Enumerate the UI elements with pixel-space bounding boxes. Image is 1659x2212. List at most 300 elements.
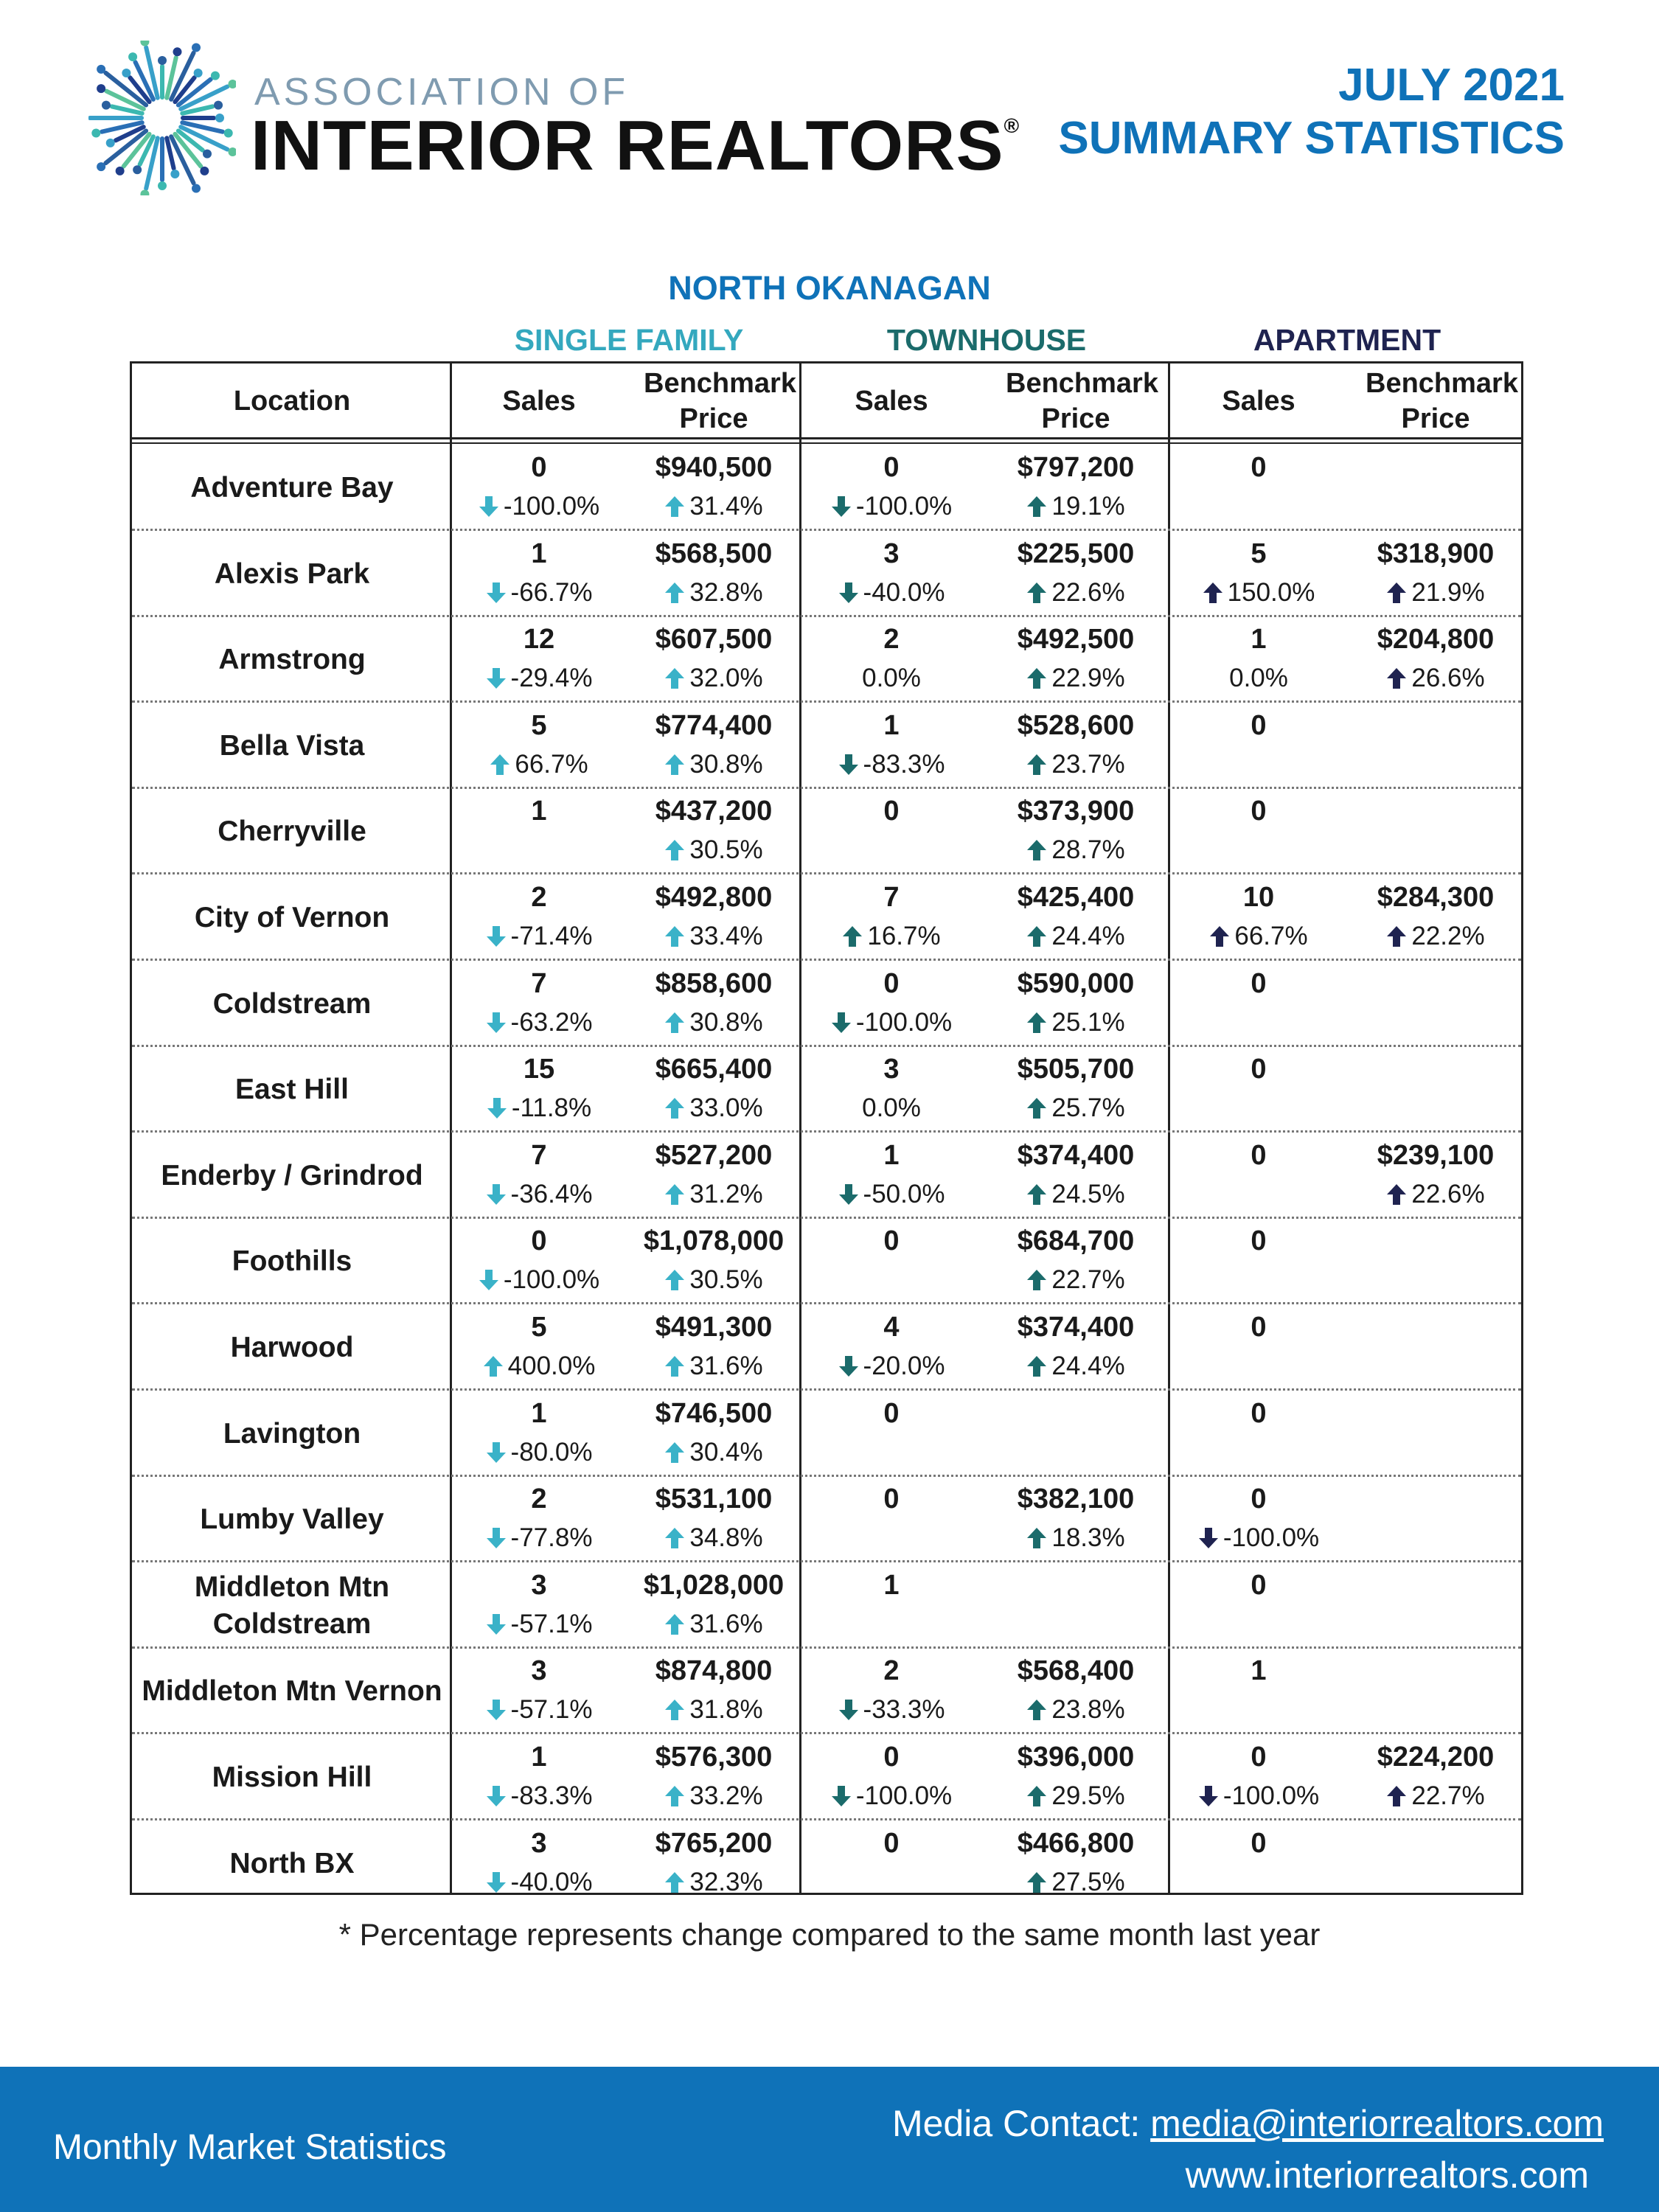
th-benchmark-price-change bbox=[981, 835, 1170, 866]
ap-benchmark-price-change bbox=[1347, 577, 1524, 608]
sf-sales-value: 3 bbox=[531, 1827, 547, 1859]
th-benchmark-price-change bbox=[981, 577, 1170, 608]
arrow-up-icon bbox=[664, 839, 685, 861]
sf-benchmark-price-change bbox=[626, 1437, 801, 1468]
ap-benchmark-price-change bbox=[1347, 1609, 1524, 1640]
logo-dot bbox=[97, 65, 105, 74]
arrow-up-icon bbox=[664, 1785, 685, 1807]
th-benchmark-price-value bbox=[981, 1397, 1170, 1430]
sf-sales-change bbox=[452, 491, 626, 522]
change-percent: 28.7% bbox=[1051, 835, 1125, 865]
arrow-up-icon bbox=[842, 925, 863, 947]
arrow-up-icon bbox=[1203, 582, 1223, 604]
th-sales-change bbox=[801, 921, 981, 952]
change-percent: -11.8% bbox=[511, 1093, 592, 1123]
change-percent: 22.7% bbox=[1051, 1265, 1125, 1295]
sf-sales-change bbox=[452, 1437, 626, 1468]
sf-benchmark-price-value: $568,500 bbox=[655, 538, 773, 569]
ap-sales-change bbox=[1170, 1093, 1347, 1124]
location-name: Coldstream bbox=[212, 987, 372, 1020]
sf-benchmark-price-change bbox=[626, 1007, 801, 1038]
th-benchmark-price-value: $382,100 bbox=[1017, 1484, 1135, 1515]
arrow-up-icon bbox=[664, 667, 685, 689]
ap-sales-change bbox=[1170, 1437, 1347, 1468]
change-percent: 30.8% bbox=[689, 1007, 763, 1037]
change-percent: 32.0% bbox=[689, 664, 763, 693]
arrow-up-icon bbox=[1026, 754, 1047, 776]
sf-sales-value: 7 bbox=[531, 1139, 547, 1171]
change-percent: 24.4% bbox=[1051, 1352, 1125, 1380]
table-row bbox=[132, 1305, 1521, 1391]
sf-sales-value: 0 bbox=[531, 452, 547, 483]
row-separator bbox=[132, 959, 1521, 961]
sf-benchmark-price-value: $858,600 bbox=[655, 967, 773, 999]
arrow-down-icon bbox=[838, 1355, 859, 1377]
th-sales-value: 0 bbox=[883, 1484, 900, 1515]
logo-text-line2: INTERIOR REALTORS® bbox=[251, 106, 1020, 185]
table-row bbox=[132, 1047, 1521, 1133]
footer-tagline: Monthly Market Statistics bbox=[53, 2128, 447, 2167]
ap-sales-change bbox=[1170, 1007, 1347, 1038]
ap-benchmark-price-change bbox=[1347, 1265, 1524, 1295]
change-percent: 22.7% bbox=[1411, 1781, 1485, 1810]
th-sales-change bbox=[801, 1523, 981, 1554]
th-sales-value: 4 bbox=[883, 1312, 900, 1343]
location-name: North BX bbox=[229, 1847, 355, 1879]
ap-benchmark-price-change bbox=[1347, 1351, 1524, 1382]
header-ap-benchmark-label: Benchmark Price bbox=[1366, 368, 1518, 434]
sf-sales-change bbox=[452, 1351, 626, 1382]
change-percent: 33.2% bbox=[689, 1781, 763, 1810]
th-sales-change bbox=[801, 1694, 981, 1725]
media-contact-email-link[interactable]: media@interiorrealtors.com bbox=[1150, 2103, 1604, 2144]
change-percent: -100.0% bbox=[855, 1007, 953, 1037]
change-percent: 0.0% bbox=[862, 1093, 921, 1123]
ap-sales-change bbox=[1170, 577, 1347, 608]
sf-benchmark-price-change bbox=[626, 663, 801, 694]
ap-sales-change bbox=[1170, 835, 1347, 866]
logo-dot bbox=[215, 114, 224, 122]
region-title: NORTH OKANAGAN bbox=[668, 269, 991, 307]
change-percent: 23.8% bbox=[1051, 1695, 1125, 1725]
th-benchmark-price-value: $374,400 bbox=[1017, 1139, 1135, 1171]
th-sales-value: 1 bbox=[883, 709, 900, 741]
th-sales-value: 0 bbox=[883, 1397, 900, 1429]
logo-text-line1: ASSOCIATION OF bbox=[254, 71, 630, 114]
th-sales-value: 2 bbox=[883, 1655, 900, 1687]
th-benchmark-price-change bbox=[981, 921, 1170, 952]
header-th-sales: Sales bbox=[855, 386, 928, 417]
ap-benchmark-price-change bbox=[1347, 1781, 1524, 1812]
report-title bbox=[1058, 59, 1565, 165]
header-sf-benchmark bbox=[626, 364, 801, 439]
arrow-down-icon bbox=[486, 1871, 507, 1893]
row-separator bbox=[132, 615, 1521, 617]
arrow-down-icon bbox=[487, 1097, 507, 1119]
th-sales-value: 0 bbox=[883, 452, 900, 483]
change-percent: 30.5% bbox=[689, 835, 763, 865]
sf-sales-change bbox=[452, 835, 626, 866]
th-benchmark-price-value: $590,000 bbox=[1017, 967, 1135, 999]
logo-dot bbox=[158, 181, 167, 190]
sf-benchmark-price-change bbox=[626, 921, 801, 952]
th-sales-value: 3 bbox=[883, 538, 900, 569]
header-th-benchmark-label: Benchmark Price bbox=[1006, 368, 1158, 434]
table-row bbox=[132, 961, 1521, 1047]
row-separator bbox=[132, 1388, 1521, 1391]
arrow-up-icon bbox=[483, 1355, 504, 1377]
change-percent: -29.4% bbox=[510, 664, 593, 693]
logo-dot bbox=[211, 72, 220, 80]
th-benchmark-price-change bbox=[981, 1694, 1170, 1725]
arrow-down-icon bbox=[831, 495, 852, 518]
sf-sales-value: 3 bbox=[531, 1655, 547, 1687]
change-percent: 22.2% bbox=[1411, 922, 1485, 950]
logo-dot bbox=[97, 84, 105, 93]
ap-benchmark-price-change bbox=[1347, 1093, 1524, 1124]
th-benchmark-price-value: $225,500 bbox=[1017, 538, 1135, 569]
th-sales-value: 3 bbox=[883, 1054, 900, 1085]
arrow-up-icon bbox=[664, 925, 685, 947]
sf-sales-change bbox=[452, 1093, 626, 1124]
change-percent: 25.7% bbox=[1051, 1093, 1125, 1123]
arrow-up-icon bbox=[664, 1613, 685, 1635]
arrow-up-icon bbox=[664, 1441, 685, 1464]
group-heading-apartment: APARTMENT bbox=[1253, 323, 1441, 357]
sf-sales-change bbox=[452, 577, 626, 608]
row-separator bbox=[132, 1818, 1521, 1820]
logo-dot bbox=[214, 101, 223, 110]
th-sales-value: 2 bbox=[883, 624, 900, 655]
th-benchmark-price-value: $425,400 bbox=[1017, 882, 1135, 913]
change-percent: -100.0% bbox=[855, 492, 953, 521]
header-ap-benchmark bbox=[1347, 364, 1524, 439]
sf-benchmark-price-value: $491,300 bbox=[655, 1312, 773, 1343]
sf-benchmark-price-value: $1,028,000 bbox=[643, 1569, 785, 1601]
location-name: City of Vernon bbox=[194, 902, 390, 933]
arrow-up-icon bbox=[664, 1269, 685, 1291]
arrow-up-icon bbox=[1026, 1355, 1047, 1377]
logo-dot bbox=[158, 56, 167, 65]
header-sf-benchmark-label: Benchmark Price bbox=[644, 368, 796, 434]
ap-sales-change bbox=[1170, 1781, 1347, 1812]
sf-sales-change bbox=[452, 1609, 626, 1640]
arrow-down-icon bbox=[486, 582, 507, 604]
th-benchmark-price-change bbox=[981, 1609, 1170, 1640]
sf-sales-value: 0 bbox=[531, 1225, 547, 1257]
sf-sales-change bbox=[452, 1007, 626, 1038]
change-percent: 26.6% bbox=[1411, 664, 1485, 693]
change-percent: 23.7% bbox=[1051, 749, 1125, 779]
location-name: Alexis Park bbox=[214, 557, 370, 590]
table-row bbox=[132, 617, 1521, 703]
th-benchmark-price-value: $568,400 bbox=[1017, 1655, 1135, 1687]
ap-sales-value: 0 bbox=[1251, 1569, 1267, 1601]
location-name: Foothills bbox=[232, 1245, 352, 1278]
th-benchmark-price-value: $374,400 bbox=[1017, 1312, 1135, 1343]
ap-benchmark-price-value: $224,200 bbox=[1377, 1742, 1495, 1773]
header-location: Location bbox=[233, 386, 351, 417]
arrow-down-icon bbox=[838, 1699, 859, 1721]
location-name: Lumby Valley bbox=[200, 1503, 384, 1536]
th-sales-change bbox=[801, 577, 981, 608]
arrow-down-icon bbox=[486, 667, 507, 689]
th-benchmark-price-change bbox=[981, 1093, 1170, 1124]
logo-dot bbox=[97, 162, 105, 171]
ap-sales-change bbox=[1170, 1694, 1347, 1725]
sf-benchmark-price-value: $874,800 bbox=[655, 1655, 773, 1687]
arrow-down-icon bbox=[1198, 1785, 1219, 1807]
sf-benchmark-price-change bbox=[626, 491, 801, 522]
change-percent: -100.0% bbox=[503, 1265, 600, 1295]
ap-sales-change bbox=[1170, 1265, 1347, 1295]
sf-sales-change bbox=[452, 1867, 626, 1898]
ap-benchmark-price-change bbox=[1347, 1867, 1524, 1898]
arrow-up-icon bbox=[1026, 925, 1047, 947]
ap-benchmark-price-change bbox=[1347, 1179, 1524, 1210]
sf-benchmark-price-value: $607,500 bbox=[655, 624, 773, 655]
sf-sales-value: 12 bbox=[523, 624, 555, 655]
ap-sales-change bbox=[1170, 663, 1347, 694]
media-contact bbox=[892, 2102, 1604, 2145]
row-separator bbox=[132, 1217, 1521, 1219]
ap-sales-change bbox=[1170, 1523, 1347, 1554]
th-benchmark-price-change bbox=[981, 1007, 1170, 1038]
sf-benchmark-price-change bbox=[626, 1093, 801, 1124]
ap-benchmark-price-value bbox=[1347, 451, 1524, 484]
logo-dot bbox=[200, 167, 209, 175]
sf-benchmark-price-value: $746,500 bbox=[655, 1397, 773, 1429]
arrow-up-icon bbox=[1386, 667, 1407, 689]
arrow-up-icon bbox=[1026, 1785, 1047, 1807]
media-contact-label: Media Contact: bbox=[891, 2103, 1141, 2144]
change-percent: 0.0% bbox=[1229, 664, 1288, 693]
sf-sales-value: 3 bbox=[531, 1569, 547, 1601]
ap-benchmark-price-change bbox=[1347, 1437, 1524, 1468]
sf-benchmark-price-change bbox=[626, 749, 801, 780]
ap-sales-change bbox=[1170, 491, 1347, 522]
th-benchmark-price-value: $466,800 bbox=[1017, 1827, 1135, 1859]
header-ap-sales: Sales bbox=[1222, 386, 1295, 417]
ap-sales-value: 1 bbox=[1251, 624, 1267, 655]
sf-sales-change bbox=[452, 1265, 626, 1295]
location-name: Mission Hill bbox=[212, 1761, 372, 1793]
website-link[interactable]: www.interiorrealtors.com bbox=[1185, 2154, 1589, 2196]
table-row bbox=[132, 445, 1521, 531]
ap-benchmark-price-value bbox=[1347, 1397, 1524, 1430]
ap-sales-value: 0 bbox=[1251, 1054, 1267, 1085]
change-percent: -57.1% bbox=[510, 1695, 593, 1725]
change-percent: 25.1% bbox=[1051, 1007, 1125, 1037]
table-row bbox=[132, 1821, 1521, 1907]
change-percent: -20.0% bbox=[863, 1352, 945, 1380]
change-percent: 33.4% bbox=[689, 922, 763, 950]
th-benchmark-price-change bbox=[981, 1351, 1170, 1382]
th-sales-change bbox=[801, 1007, 981, 1038]
location-name: Adventure Bay bbox=[190, 472, 394, 504]
ap-sales-value: 0 bbox=[1251, 1312, 1267, 1343]
change-percent: -36.4% bbox=[510, 1179, 593, 1208]
ap-benchmark-price-value bbox=[1347, 1827, 1524, 1860]
starburst-logo-icon bbox=[88, 41, 236, 195]
sf-sales-change bbox=[452, 1694, 626, 1725]
sf-sales-value: 2 bbox=[531, 882, 547, 913]
logo-dot bbox=[173, 47, 181, 56]
arrow-up-icon bbox=[1386, 1785, 1407, 1807]
ap-sales-value: 0 bbox=[1251, 452, 1267, 483]
th-benchmark-price-value: $528,600 bbox=[1017, 709, 1135, 741]
header-th-benchmark bbox=[981, 364, 1170, 439]
sf-benchmark-price-change bbox=[626, 1694, 801, 1725]
th-sales-change bbox=[801, 1265, 981, 1295]
ap-benchmark-price-change bbox=[1347, 491, 1524, 522]
arrow-up-icon bbox=[664, 1012, 685, 1034]
row-separator bbox=[132, 700, 1521, 703]
ap-sales-value: 0 bbox=[1251, 1397, 1267, 1429]
registered-mark: ® bbox=[1004, 114, 1020, 137]
ap-sales-change bbox=[1170, 1179, 1347, 1210]
change-percent: 21.9% bbox=[1411, 577, 1485, 607]
sf-sales-value: 1 bbox=[531, 1742, 547, 1773]
sf-benchmark-price-change bbox=[626, 1351, 801, 1382]
th-sales-change bbox=[801, 1781, 981, 1812]
arrow-down-icon bbox=[838, 1183, 859, 1206]
ap-benchmark-price-value bbox=[1347, 967, 1524, 1000]
ap-benchmark-price-change bbox=[1347, 835, 1524, 866]
th-sales-change bbox=[801, 835, 981, 866]
sf-sales-change bbox=[452, 921, 626, 952]
change-percent: 16.7% bbox=[867, 922, 941, 950]
change-percent: 24.5% bbox=[1051, 1179, 1125, 1208]
ap-sales-change bbox=[1170, 749, 1347, 780]
change-percent: 32.8% bbox=[689, 577, 763, 607]
sf-benchmark-price-value: $531,100 bbox=[655, 1484, 773, 1515]
table-row bbox=[132, 532, 1521, 617]
th-sales-value: 1 bbox=[883, 1569, 900, 1601]
th-benchmark-price-value: $505,700 bbox=[1017, 1054, 1135, 1085]
header-sf-sales: Sales bbox=[502, 386, 576, 417]
footnote: * Percentage represents change compared to the same month last year bbox=[338, 1917, 1321, 1952]
th-benchmark-price-change bbox=[981, 1179, 1170, 1210]
th-sales-change bbox=[801, 663, 981, 694]
ap-benchmark-price-value: $284,300 bbox=[1377, 882, 1495, 913]
row-separator bbox=[132, 1302, 1521, 1304]
change-percent: 31.6% bbox=[689, 1352, 763, 1380]
arrow-up-icon bbox=[1026, 667, 1047, 689]
arrow-up-icon bbox=[1026, 1097, 1047, 1119]
change-percent: 29.5% bbox=[1051, 1781, 1125, 1810]
logo-dot bbox=[140, 41, 149, 46]
statistics-table bbox=[130, 361, 1523, 1895]
ap-sales-value: 0 bbox=[1251, 1484, 1267, 1515]
logo-dot bbox=[102, 101, 111, 110]
ap-sales-value: 0 bbox=[1251, 1225, 1267, 1257]
th-sales-change bbox=[801, 1609, 981, 1640]
sf-benchmark-price-change bbox=[626, 1867, 801, 1898]
group-heading-townhouse: TOWNHOUSE bbox=[886, 323, 1087, 357]
th-benchmark-price-change bbox=[981, 749, 1170, 780]
sf-sales-value: 1 bbox=[531, 538, 547, 569]
change-percent: -33.3% bbox=[863, 1695, 945, 1725]
sf-sales-value: 1 bbox=[531, 1397, 547, 1429]
row-separator bbox=[132, 1045, 1521, 1047]
change-percent: 400.0% bbox=[507, 1352, 596, 1380]
sf-benchmark-price-change bbox=[626, 1523, 801, 1554]
th-sales-value: 7 bbox=[883, 882, 900, 913]
th-sales-change bbox=[801, 749, 981, 780]
th-benchmark-price-change bbox=[981, 1437, 1170, 1468]
change-percent: -40.0% bbox=[510, 1867, 593, 1896]
sf-benchmark-price-value: $492,800 bbox=[655, 882, 773, 913]
sf-sales-value: 7 bbox=[531, 967, 547, 999]
location-name: Middleton Mtn Coldstream bbox=[194, 1571, 390, 1640]
logo-dot bbox=[192, 43, 201, 52]
arrow-down-icon bbox=[486, 1183, 507, 1206]
arrow-down-icon bbox=[838, 582, 859, 604]
th-benchmark-price-change bbox=[981, 1523, 1170, 1554]
sf-benchmark-price-change bbox=[626, 835, 801, 866]
th-benchmark-price-value: $492,500 bbox=[1017, 624, 1135, 655]
arrow-up-icon bbox=[664, 1183, 685, 1206]
arrow-up-icon bbox=[1026, 495, 1047, 518]
sf-benchmark-price-value: $665,400 bbox=[655, 1054, 773, 1085]
ap-sales-change bbox=[1170, 1609, 1347, 1640]
association-logo bbox=[88, 41, 1018, 195]
change-percent: 24.4% bbox=[1051, 922, 1125, 950]
change-percent: 66.7% bbox=[515, 749, 588, 779]
report-title-month: JULY 2021 bbox=[1338, 60, 1565, 111]
sf-benchmark-price-value: $940,500 bbox=[655, 452, 773, 483]
change-percent: -63.2% bbox=[510, 1007, 593, 1037]
arrow-down-icon bbox=[479, 495, 499, 518]
arrow-down-icon bbox=[486, 1613, 507, 1635]
th-sales-change bbox=[801, 1867, 981, 1898]
th-sales-change bbox=[801, 1179, 981, 1210]
th-benchmark-price-value: $684,700 bbox=[1017, 1225, 1135, 1257]
arrow-down-icon bbox=[486, 1441, 507, 1464]
sf-benchmark-price-value: $527,200 bbox=[655, 1139, 773, 1171]
location-name: Bella Vista bbox=[219, 729, 365, 762]
table-row bbox=[132, 703, 1521, 789]
arrow-down-icon bbox=[1198, 1527, 1219, 1549]
ap-sales-value: 0 bbox=[1251, 1742, 1267, 1773]
ap-benchmark-price-value bbox=[1347, 795, 1524, 827]
header-divider bbox=[132, 437, 1521, 439]
th-benchmark-price-value: $373,900 bbox=[1017, 796, 1135, 827]
change-percent: -71.4% bbox=[510, 922, 593, 950]
arrow-down-icon bbox=[486, 925, 507, 947]
location-name: Lavington bbox=[223, 1417, 361, 1450]
ap-benchmark-price-change bbox=[1347, 1694, 1524, 1725]
change-percent: -77.8% bbox=[510, 1523, 593, 1553]
arrow-up-icon bbox=[664, 1699, 685, 1721]
row-separator bbox=[132, 872, 1521, 874]
th-sales-value: 0 bbox=[883, 1742, 900, 1773]
table-row bbox=[132, 1219, 1521, 1304]
th-sales-change bbox=[801, 1437, 981, 1468]
ap-sales-value: 0 bbox=[1251, 1827, 1267, 1859]
ap-benchmark-price-value bbox=[1347, 1655, 1524, 1687]
ap-benchmark-price-value bbox=[1347, 1225, 1524, 1257]
arrow-up-icon bbox=[1026, 1527, 1047, 1549]
logo-dot bbox=[122, 69, 131, 77]
change-percent: 22.6% bbox=[1051, 577, 1125, 607]
footer-bar bbox=[0, 2067, 1659, 2212]
arrow-down-icon bbox=[486, 1699, 507, 1721]
row-separator bbox=[132, 1130, 1521, 1133]
row-separator bbox=[132, 787, 1521, 789]
ap-sales-change bbox=[1170, 1351, 1347, 1382]
